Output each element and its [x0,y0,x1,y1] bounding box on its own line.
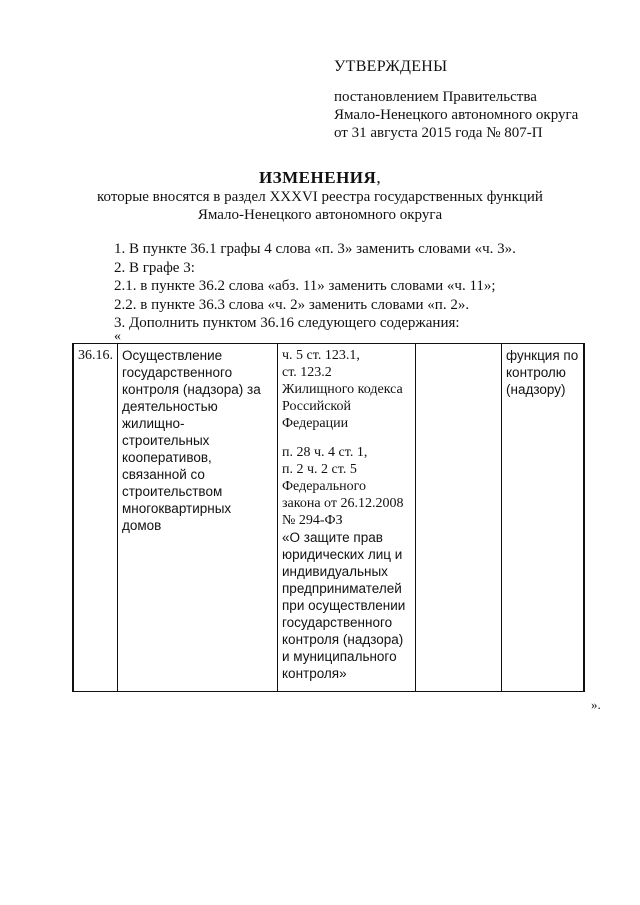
text-line: юридических лиц и [282,547,403,562]
text-line: Жилищного кодекса [282,382,403,397]
title-text: ИЗМЕНЕНИЯ [258,168,377,187]
text-line: контроля» [282,666,347,681]
table-row [73,344,584,692]
close-quote: ». [591,697,601,712]
text-line: государственного [282,615,393,630]
text-line: и муниципального [282,649,397,664]
text-line: Федерального [282,479,367,494]
text-line: № 294-ФЗ [282,513,343,528]
text-line: «О защите прав [282,530,383,545]
cell-function-type [502,344,584,692]
changes-list [114,240,516,333]
text-line: Российской [282,399,351,414]
approval-line: Ямало-Ненецкого автономного округа [334,107,579,123]
text-line: (надзору) [506,382,566,397]
cell-number [73,344,118,692]
text-line: жилищно- [122,416,185,431]
text-line: при осуществлении [282,598,406,613]
text-line: домов [122,518,162,533]
list-item: 2.1. в пункте 36.2 слова «абз. 11» заменить словами «ч. 11»; [114,278,496,294]
text-line: деятельностью [122,399,218,414]
text-line: функция по [506,348,579,363]
cell-executor [416,344,502,692]
text-line: Федерации [282,416,349,431]
list-item: 3. Дополнить пунктом 36.16 следующего содержания: [114,315,460,331]
text-line: строительных [122,433,210,448]
text-line: п. 2 ч. 2 ст. 5 [282,462,357,477]
approval-line: от 31 августа 2015 года № 807-П [334,125,543,141]
list-item: 1. В пункте 36.1 графы 4 слова «п. 3» заменить словами «ч. 3». [114,241,516,257]
text-line: контролю [506,365,566,380]
list-item: 2.2. в пункте 36.3 слова «ч. 2» заменить словами «п. 2». [114,296,470,313]
approval-block [334,58,578,142]
text-line: Осуществление [122,348,223,363]
text-line: ч. 5 ст. 123.1, [282,348,360,363]
row-number: 36.16. [78,348,113,363]
document-subtitle: которые вносятся в раздел XXXVI реестра государственных функций [97,189,543,205]
text-line: п. 28 ч. 4 ст. 1, [282,445,368,460]
spacer [282,432,411,444]
text-line: контроля (надзора) за [122,382,261,397]
text-line: ст. 123.2 [282,365,332,380]
cell-legal-basis [278,344,416,692]
list-item: 2. В графе 3: [114,259,195,276]
text-line: связанной со [122,467,205,482]
approval-line: постановлением Правительства [334,89,537,105]
open-quote: « [114,329,121,344]
text-line: индивидуальных [282,564,388,579]
title-punct: , [376,168,382,187]
document-subtitle: Ямало-Ненецкого автономного округа [197,207,443,223]
document-title-block [0,168,640,224]
cell-function-name [118,344,278,692]
document-title [0,168,640,188]
registry-table [72,343,585,692]
text-line: многоквартирных [122,501,232,516]
text-line: контроля (надзора) [282,632,404,647]
text-line: государственного [122,365,233,380]
text-line: предпринимателей [282,581,402,596]
text-line: закона от 26.12.2008 [282,496,404,511]
approval-heading: УТВЕРЖДЕНЫ [334,58,448,75]
text-line: кооперативов, [122,450,212,465]
text-line: строительством [122,484,223,499]
